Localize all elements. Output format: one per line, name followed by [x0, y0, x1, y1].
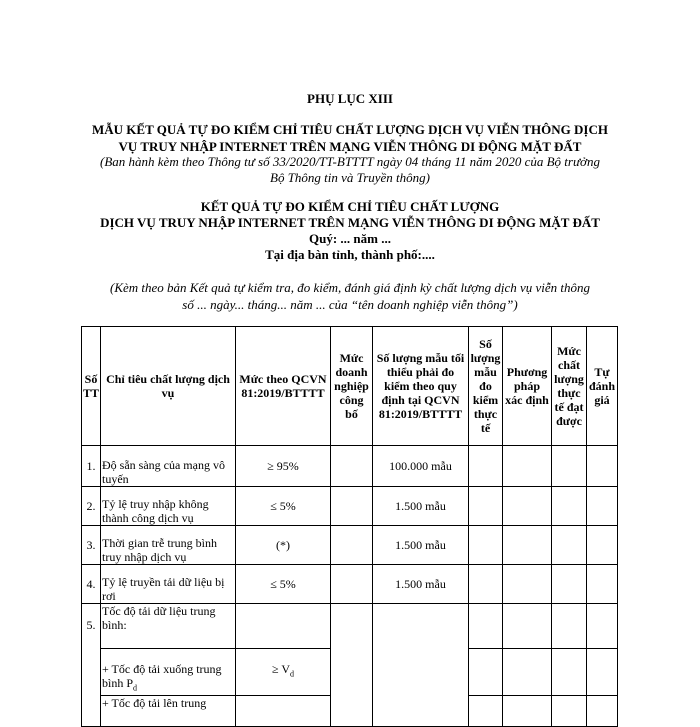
row-empty-cell: [552, 446, 587, 487]
row-qcvn-level: (*): [236, 526, 331, 565]
issued-note: [60, 154, 640, 186]
table-row: [82, 565, 618, 604]
header-actual-level: Mức chất lượng thực tế đạt được: [552, 327, 587, 446]
row-empty-cell: [503, 604, 552, 649]
row-no: 3.: [82, 526, 101, 565]
header-method: Phương pháp xác định: [503, 327, 552, 446]
attachment-note: [60, 279, 640, 313]
download-label: + Tốc độ tải xuống trung bình P: [102, 661, 222, 690]
appendix-label: PHỤ LỤC XIII: [307, 91, 393, 106]
row-empty-cell: [469, 604, 503, 649]
attachment-note-line-2: số ... ngày... tháng... năm ... của “tên doanh nghiệp viễn thông”): [182, 297, 518, 312]
row-empty-cell: [587, 446, 618, 487]
row-empty-cell: [503, 649, 552, 696]
row-empty-cell: [503, 696, 552, 727]
results-table: [81, 326, 618, 727]
row-empty-cell: [552, 696, 587, 727]
table-row: [82, 446, 618, 487]
table-row: [82, 526, 618, 565]
row-qcvn-level: ≥ 95%: [236, 446, 331, 487]
row-min-samples: [373, 604, 469, 727]
header-declared-level: Mức doanh nghiệp công bố: [331, 327, 373, 446]
report-quarter: Quý: ... năm ...: [309, 231, 391, 246]
row-empty-cell: [552, 487, 587, 526]
row-empty-cell: [469, 487, 503, 526]
header-self-eval: Tự đánh giá: [587, 327, 618, 446]
row-empty-cell: [503, 565, 552, 604]
issued-note-line-1: (Ban hành kèm theo Thông tư số 33/2020/TT-BTTTT ngày 04 tháng 11 năm 2020 của Bộ trưởng: [100, 154, 600, 169]
row-declared-cell: [331, 604, 373, 727]
row-min-samples: 1.500 mẫu: [373, 487, 469, 526]
row-empty-cell: [503, 446, 552, 487]
row-indicator: Tỷ lệ truy nhập không thành công dịch vụ: [101, 487, 236, 526]
download-label-subscript: d: [133, 683, 138, 692]
row-empty-cell: [469, 696, 503, 727]
row-qcvn-level-download: [236, 649, 331, 696]
row-indicator: Độ sẵn sàng của mạng vô tuyến: [101, 446, 236, 487]
row-qcvn-level: [236, 604, 331, 649]
download-level: ≥ V: [271, 662, 291, 677]
row-empty-cell: [469, 649, 503, 696]
row-declared-cell: [331, 526, 373, 565]
row-declared-cell: [331, 565, 373, 604]
row-no: 4.: [82, 565, 101, 604]
row-empty-cell: [503, 526, 552, 565]
issued-note-line-2: Bộ Thông tin và Truyền thông): [270, 170, 430, 185]
attachment-note-line-1: (Kèm theo bản Kết quả tự kiểm tra, đo kiểm, đánh giá định kỳ chất lượng dịch vụ viễn thông: [110, 280, 590, 295]
row-declared-cell: [331, 487, 373, 526]
report-title-line-2: DỊCH VỤ TRUY NHẬP INTERNET TRÊN MẠNG VIỄN THÔNG DI ĐỘNG MẶT ĐẤT: [100, 215, 600, 230]
report-location: Tại địa bàn tỉnh, thành phố:....: [265, 247, 435, 262]
row-empty-cell: [587, 526, 618, 565]
row-empty-cell: [552, 526, 587, 565]
row-min-samples: 100.000 mẫu: [373, 446, 469, 487]
row-indicator-upload: + Tốc độ tải lên trung: [101, 696, 236, 727]
row-empty-cell: [587, 649, 618, 696]
row-qcvn-level: ≤ 5%: [236, 487, 331, 526]
row-empty-cell: [552, 649, 587, 696]
row-empty-cell: [587, 696, 618, 727]
row-no: 5.: [82, 604, 101, 727]
row-empty-cell: [587, 487, 618, 526]
row-min-samples: 1.500 mẫu: [373, 526, 469, 565]
row-indicator: Tốc độ tải dữ liệu trung bình:: [101, 604, 236, 649]
row-min-samples: 1.500 mẫu: [373, 565, 469, 604]
report-title-line-1: KẾT QUẢ TỰ ĐO KIỂM CHỈ TIÊU CHẤT LƯỢNG: [200, 199, 500, 214]
row-qcvn-level: ≤ 5%: [236, 565, 331, 604]
row-empty-cell: [587, 565, 618, 604]
header-indicator: Chỉ tiêu chất lượng dịch vụ: [101, 327, 236, 446]
row-empty-cell: [552, 565, 587, 604]
row-empty-cell: [469, 565, 503, 604]
row-declared-cell: [331, 446, 373, 487]
row-empty-cell: [552, 604, 587, 649]
download-level-subscript: d: [290, 669, 295, 679]
table-header-row: [82, 327, 618, 446]
row-empty-cell: [469, 526, 503, 565]
row-no: 1.: [82, 446, 101, 487]
table-row: [82, 487, 618, 526]
header-no: Số TT: [82, 327, 101, 446]
row-indicator: Tỷ lệ truyền tải dữ liệu bị rơi: [101, 565, 236, 604]
table-row: [82, 604, 618, 649]
form-title: [60, 121, 640, 155]
row-qcvn-level-upload: [236, 696, 331, 727]
row-empty-cell: [587, 604, 618, 649]
form-title-line-2: VỤ TRUY NHẬP INTERNET TRÊN MẠNG VIỄN THÔNG DI ĐỘNG MẶT ĐẤT: [118, 139, 582, 154]
header-min-samples: Số lượng mẫu tối thiểu phải đo kiểm theo quy định tại QCVN 81:2019/BTTTT: [373, 327, 469, 446]
row-no: 2.: [82, 487, 101, 526]
row-empty-cell: [503, 487, 552, 526]
row-empty-cell: [469, 446, 503, 487]
report-title: [60, 199, 640, 263]
header-qcvn-level: Mức theo QCVN 81:2019/BTTTT: [236, 327, 331, 446]
row-indicator: Thời gian trễ trung bình truy nhập dịch vụ: [101, 526, 236, 565]
header-actual-samples: Số lượng mẫu đo kiểm thực tế: [469, 327, 503, 446]
row-indicator-download: [101, 649, 236, 696]
form-title-line-1: MẪU KẾT QUẢ TỰ ĐO KIỂM CHỈ TIÊU CHẤT LƯỢNG DỊCH VỤ VIỄN THÔNG DỊCH: [92, 122, 608, 137]
